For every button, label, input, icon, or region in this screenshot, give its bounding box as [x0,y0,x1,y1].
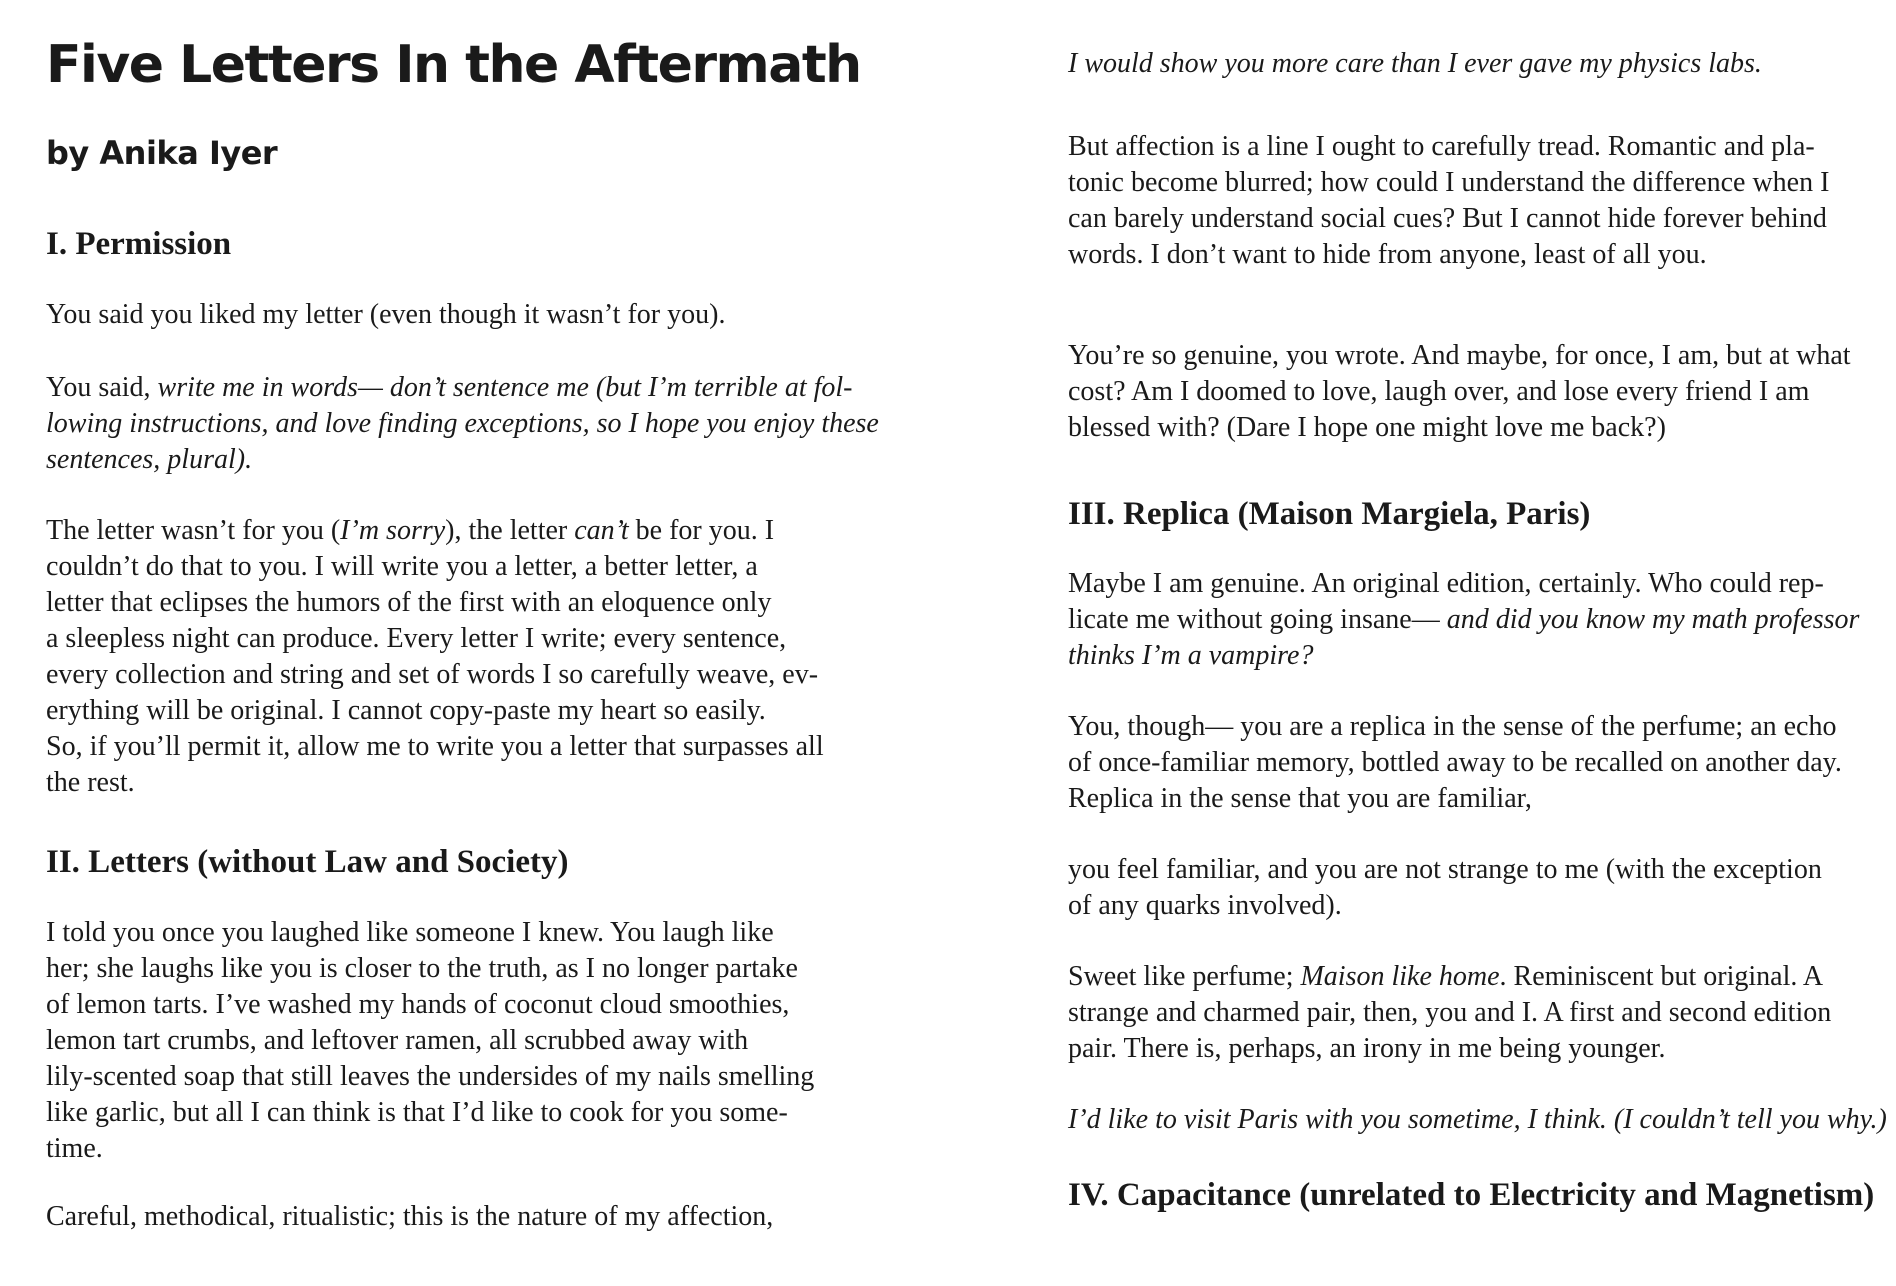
paragraph [1068,959,1831,1067]
text-line: her; she laughs like you is closer to the truth, as I no longer partake [46,953,798,984]
text-line: But affection is a line I ought to carefully tread. Romantic and pla- [1068,131,1815,162]
paragraph [1068,709,1842,817]
text-run: Sweet like perfume; [1068,961,1301,992]
italic-text-line: I would show you more care than I ever gave my physics labs. [1068,48,1762,79]
italic-text: write me in words— don’t sentence me (but I’m terrible at fol- [157,372,853,403]
text-line: letter that eclipses the humors of the first with an eloquence only [46,587,772,618]
section-heading-replica: III. Replica (Maison Margiela, Paris) [1068,496,1591,532]
paragraph [46,297,725,333]
text-line: a sleepless night can produce. Every letter I write; every sentence, [46,623,787,654]
text-line [46,370,879,406]
text-run: The letter wasn’t for you ( [46,515,341,546]
text-line: You, though— you are a replica in the sense of the perfume; an echo [1068,711,1837,742]
text-run: ), the letter [445,515,575,546]
text-line [1068,959,1831,995]
text-line: time. [46,1133,103,1164]
text-line: erything will be original. I cannot copy-paste my heart so easily. [46,695,766,726]
text-line: cost? Am I doomed to love, laugh over, and lose every friend I am [1068,376,1810,407]
text-line [1068,602,1859,638]
text-line: like garlic, but all I can think is that I’d like to cook for you some- [46,1097,788,1128]
italic-text: I’m sorry [340,515,446,546]
text-line: of once-familiar memory, bottled away to be recalled on another day. [1068,747,1842,778]
text-line: pair. There is, perhaps, an irony in me being younger. [1068,1033,1666,1064]
text-line: blessed with? (Dare I hope one might love me back?) [1068,412,1666,443]
author-byline: by Anika Iyer [46,134,278,172]
paragraph [1068,338,1851,446]
text-line: words. I don’t want to hide from anyone, least of all you. [1068,239,1707,270]
text-line: I told you once you laughed like someone I knew. You laugh like [46,917,774,948]
text-line: You said you liked my letter (even though it wasn’t for you). [46,299,726,330]
text-line: lemon tart crumbs, and leftover ramen, all scrubbed away with [46,1025,749,1056]
text-run: You said, [46,372,158,403]
italic-text-line: I’d like to visit Paris with you sometime, I think. (I couldn’t tell you why.) [1068,1104,1887,1135]
paragraph [46,1199,773,1235]
italic-text-line: lowing instructions, and love finding exceptions, so I hope you enjoy these [46,408,879,439]
paragraph [1068,129,1829,273]
text-line: Replica in the sense that you are familiar, [1068,783,1532,814]
document-title: Five Letters In the Aftermath [46,35,861,95]
section-heading-permission: I. Permission [46,226,232,262]
text-line: You’re so genuine, you wrote. And maybe, for once, I am, but at what [1068,340,1851,371]
text-line: the rest. [46,767,135,798]
text-run: licate me without going insane— [1068,604,1447,635]
paragraph [1068,566,1859,674]
paragraph [1068,1102,1887,1138]
paragraph [1068,46,1762,82]
text-line: lily-scented soap that still leaves the undersides of my nails smelling [46,1061,815,1092]
text-line: every collection and string and set of words I so carefully weave, ev- [46,659,819,690]
text-line: strange and charmed pair, then, you and I. A first and second edition [1068,997,1832,1028]
italic-text: can’t [574,515,629,546]
text-line: couldn’t do that to you. I will write you a letter, a better letter, a [46,551,758,582]
text-line: Careful, methodical, ritualistic; this is the nature of my affection, [46,1201,774,1232]
text-line: Maybe I am genuine. An original edition, certainly. Who could rep- [1068,568,1824,599]
text-line [46,513,824,549]
text-line: of any quarks involved). [1068,890,1342,921]
text-run: . Reminiscent but original. A [1499,961,1824,992]
section-heading-capacitance: IV. Capacitance (unrelated to Electricity and Magnetism) [1068,1177,1875,1213]
section-heading-letters: II. Letters (without Law and Society) [46,844,569,880]
italic-text-line: thinks I’m a vampire? [1068,640,1314,671]
text-line: you feel familiar, and you are not strange to me (with the exception [1068,854,1822,885]
italic-text-line: sentences, plural). [46,444,253,475]
text-line: So, if you’ll permit it, allow me to write you a letter that surpasses all [46,731,824,762]
paragraph [1068,852,1822,924]
paragraph [46,915,814,1167]
italic-text: and did you know my math professor [1446,604,1860,635]
paragraph [46,370,879,478]
text-line: tonic become blurred; how could I understand the difference when I [1068,167,1830,198]
italic-text: Maison like home [1300,961,1500,992]
text-line: can barely understand social cues? But I cannot hide forever behind [1068,203,1827,234]
paragraph [46,513,824,801]
text-line: of lemon tarts. I’ve washed my hands of coconut cloud smoothies, [46,989,790,1020]
text-run: be for you. I [628,515,775,546]
